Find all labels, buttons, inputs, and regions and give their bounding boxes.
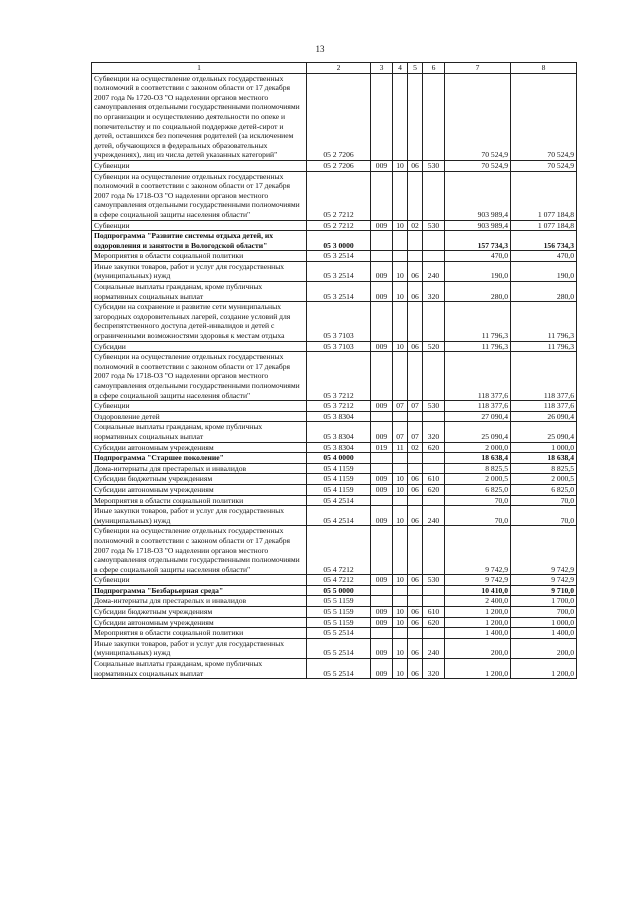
- cell-department: 009: [371, 506, 393, 526]
- cell-subsection: 06: [408, 160, 423, 171]
- cell-section: [393, 495, 408, 506]
- cell-name: Подпрограмма "Безбарьерная среда": [92, 585, 307, 596]
- table-row: [92, 352, 577, 401]
- cell-code: 05 3 7212: [307, 401, 371, 412]
- cell-subsection: 06: [408, 484, 423, 495]
- cell-amount-year1: 11 796,3: [445, 302, 511, 341]
- cell-expense-type: 530: [423, 401, 445, 412]
- cell-name: Субсидии бюджетным учреждениям: [92, 607, 307, 618]
- cell-section: 11: [393, 442, 408, 453]
- cell-amount-year1: 9 742,9: [445, 526, 511, 575]
- cell-department: 009: [371, 575, 393, 586]
- cell-code: 05 4 2514: [307, 495, 371, 506]
- cell-section: [393, 463, 408, 474]
- cell-name: Субсидии автономным учреждениям: [92, 484, 307, 495]
- cell-amount-year2: 11 796,3: [511, 341, 577, 352]
- cell-code: 05 3 2514: [307, 251, 371, 262]
- cell-section: [393, 171, 408, 220]
- cell-section: 10: [393, 220, 408, 231]
- cell-code: 05 4 7212: [307, 526, 371, 575]
- cell-amount-year1: 1 200,0: [445, 607, 511, 618]
- table-row: [92, 463, 577, 474]
- header-col-2: 2: [307, 63, 371, 74]
- cell-subsection: [408, 411, 423, 422]
- cell-subsection: 06: [408, 474, 423, 485]
- cell-name: Субсидии бюджетным учреждениям: [92, 474, 307, 485]
- cell-subsection: 02: [408, 442, 423, 453]
- cell-expense-type: 240: [423, 638, 445, 658]
- cell-name: Субвенции: [92, 575, 307, 586]
- table-row: [92, 596, 577, 607]
- cell-department: 009: [371, 607, 393, 618]
- cell-name: Субвенции: [92, 401, 307, 412]
- cell-code: 05 3 8304: [307, 411, 371, 422]
- cell-name: Социальные выплаты гражданам, кроме публичных нормативных социальных выплат: [92, 659, 307, 679]
- cell-amount-year2: 1 700,0: [511, 596, 577, 607]
- cell-subsection: [408, 495, 423, 506]
- table-row: [92, 607, 577, 618]
- cell-amount-year2: 70,0: [511, 495, 577, 506]
- cell-amount-year1: 8 825,5: [445, 463, 511, 474]
- cell-amount-year2: 118 377,6: [511, 401, 577, 412]
- cell-name: Мероприятия в области социальной политики: [92, 495, 307, 506]
- cell-name: Субвенции на осуществление отдельных государственных полномочий в соответствии с законом области от 17 декабря 2007 года № 1718-ОЗ "О наделении органов местного самоуправления отдельными государственными полномочиями в сфере социальной защиты населения области": [92, 171, 307, 220]
- cell-expense-type: 610: [423, 474, 445, 485]
- cell-subsection: [408, 251, 423, 262]
- cell-section: [393, 596, 408, 607]
- cell-department: [371, 73, 393, 160]
- cell-amount-year1: 18 638,4: [445, 453, 511, 464]
- cell-amount-year1: 280,0: [445, 282, 511, 302]
- cell-code: 05 3 7212: [307, 352, 371, 401]
- cell-section: 10: [393, 617, 408, 628]
- cell-expense-type: 240: [423, 506, 445, 526]
- cell-amount-year1: 118 377,6: [445, 352, 511, 401]
- cell-expense-type: 620: [423, 442, 445, 453]
- cell-department: 009: [371, 474, 393, 485]
- cell-amount-year1: 903 989,4: [445, 220, 511, 231]
- cell-section: [393, 585, 408, 596]
- cell-section: [393, 231, 408, 251]
- table-row: [92, 261, 577, 281]
- cell-amount-year2: 200,0: [511, 638, 577, 658]
- cell-expense-type: 610: [423, 607, 445, 618]
- cell-amount-year2: 9 710,0: [511, 585, 577, 596]
- cell-amount-year1: 6 825,0: [445, 484, 511, 495]
- cell-expense-type: 240: [423, 261, 445, 281]
- cell-code: 05 3 8304: [307, 422, 371, 442]
- cell-code: 05 4 7212: [307, 575, 371, 586]
- cell-subsection: 07: [408, 401, 423, 412]
- cell-subsection: 06: [408, 282, 423, 302]
- table-row: [92, 341, 577, 352]
- cell-section: [393, 628, 408, 639]
- cell-amount-year1: 27 090,4: [445, 411, 511, 422]
- cell-amount-year2: 25 090,4: [511, 422, 577, 442]
- cell-section: 10: [393, 575, 408, 586]
- cell-department: 009: [371, 422, 393, 442]
- cell-amount-year2: 70 524,9: [511, 160, 577, 171]
- table-row: [92, 171, 577, 220]
- table-row: [92, 220, 577, 231]
- cell-section: [393, 73, 408, 160]
- cell-amount-year2: 70 524,9: [511, 73, 577, 160]
- header-col-3: 3: [371, 63, 393, 74]
- cell-code: 05 3 7103: [307, 302, 371, 341]
- table-row: [92, 659, 577, 679]
- cell-section: [393, 526, 408, 575]
- cell-code: 05 2 7206: [307, 160, 371, 171]
- cell-expense-type: 620: [423, 617, 445, 628]
- cell-department: 009: [371, 401, 393, 412]
- cell-amount-year2: 1 077 184,8: [511, 220, 577, 231]
- cell-name: Иные закупки товаров, работ и услуг для государственных (муниципальных) нужд: [92, 261, 307, 281]
- cell-department: 009: [371, 659, 393, 679]
- cell-name: Субвенции на осуществление отдельных государственных полномочий в соответствии с законом области от 17 декабря 2007 года № 1720-ОЗ "О наделении органов местного самоуправления отдельными государственными полномочиями по организации и осуществлению деятельности по опеке и попечительству и по социальной поддержке детей-сирот и детей, оставшихся без попечения родителей (за исключением детей, обучающихся в федеральных образовательных учреждениях), лиц из числа детей указанных категорий": [92, 73, 307, 160]
- cell-amount-year1: 157 734,3: [445, 231, 511, 251]
- table-row: [92, 638, 577, 658]
- cell-expense-type: [423, 585, 445, 596]
- cell-section: 10: [393, 160, 408, 171]
- cell-expense-type: [423, 231, 445, 251]
- cell-department: [371, 526, 393, 575]
- cell-subsection: [408, 463, 423, 474]
- cell-department: 009: [371, 261, 393, 281]
- table-row: [92, 453, 577, 464]
- cell-name: Субвенции: [92, 220, 307, 231]
- cell-name: Субсидии автономным учреждениям: [92, 442, 307, 453]
- cell-amount-year2: 9 742,9: [511, 575, 577, 586]
- cell-department: [371, 231, 393, 251]
- cell-department: [371, 453, 393, 464]
- table-row: [92, 474, 577, 485]
- page-number: 13: [315, 44, 325, 54]
- cell-name: Дома-интернаты для престарелых и инвалидов: [92, 596, 307, 607]
- cell-subsection: [408, 231, 423, 251]
- cell-amount-year2: 2 000,5: [511, 474, 577, 485]
- cell-amount-year2: 280,0: [511, 282, 577, 302]
- cell-department: [371, 302, 393, 341]
- cell-section: 10: [393, 261, 408, 281]
- cell-code: 05 5 1159: [307, 607, 371, 618]
- cell-amount-year1: 70 524,9: [445, 160, 511, 171]
- cell-section: [393, 251, 408, 262]
- cell-department: 009: [371, 282, 393, 302]
- header-col-4: 4: [393, 63, 408, 74]
- cell-section: 10: [393, 638, 408, 658]
- cell-name: Оздоровление детей: [92, 411, 307, 422]
- cell-name: Дома-интернаты для престарелых и инвалидов: [92, 463, 307, 474]
- cell-section: 10: [393, 341, 408, 352]
- table-row: [92, 282, 577, 302]
- cell-code: 05 5 2514: [307, 628, 371, 639]
- cell-expense-type: 620: [423, 484, 445, 495]
- cell-amount-year2: 470,0: [511, 251, 577, 262]
- table-row: [92, 575, 577, 586]
- table-row: [92, 401, 577, 412]
- cell-amount-year1: 70 524,9: [445, 73, 511, 160]
- cell-section: [393, 453, 408, 464]
- cell-expense-type: 530: [423, 220, 445, 231]
- cell-amount-year2: 18 638,4: [511, 453, 577, 464]
- cell-department: 009: [371, 484, 393, 495]
- cell-section: [393, 352, 408, 401]
- cell-department: 009: [371, 160, 393, 171]
- table-row: [92, 73, 577, 160]
- cell-section: 10: [393, 506, 408, 526]
- cell-amount-year2: 70,0: [511, 506, 577, 526]
- cell-department: [371, 352, 393, 401]
- cell-amount-year1: 11 796,3: [445, 341, 511, 352]
- cell-subsection: 06: [408, 506, 423, 526]
- cell-name: Иные закупки товаров, работ и услуг для государственных (муниципальных) нужд: [92, 506, 307, 526]
- cell-section: [393, 411, 408, 422]
- cell-expense-type: [423, 628, 445, 639]
- cell-department: [371, 171, 393, 220]
- cell-expense-type: 530: [423, 575, 445, 586]
- cell-amount-year1: 2 400,0: [445, 596, 511, 607]
- cell-subsection: [408, 526, 423, 575]
- header-col-1: 1: [92, 63, 307, 74]
- cell-amount-year1: 10 410,0: [445, 585, 511, 596]
- cell-subsection: 06: [408, 607, 423, 618]
- cell-code: 05 4 1159: [307, 484, 371, 495]
- cell-code: 05 3 8304: [307, 442, 371, 453]
- table-row: [92, 617, 577, 628]
- cell-amount-year2: 1 200,0: [511, 659, 577, 679]
- cell-amount-year1: 25 090,4: [445, 422, 511, 442]
- cell-amount-year1: 190,0: [445, 261, 511, 281]
- cell-subsection: 06: [408, 659, 423, 679]
- cell-section: 10: [393, 607, 408, 618]
- cell-section: 07: [393, 401, 408, 412]
- cell-amount-year1: 1 200,0: [445, 659, 511, 679]
- cell-code: 05 4 0000: [307, 453, 371, 464]
- cell-amount-year1: 2 000,5: [445, 474, 511, 485]
- cell-name: Мероприятия в области социальной политики: [92, 628, 307, 639]
- cell-expense-type: [423, 352, 445, 401]
- cell-expense-type: [423, 526, 445, 575]
- cell-expense-type: [423, 453, 445, 464]
- header-col-6: 6: [423, 63, 445, 74]
- cell-code: 05 4 1159: [307, 474, 371, 485]
- cell-section: 10: [393, 282, 408, 302]
- cell-name: Подпрограмма "Развитие системы отдыха детей, их оздоровления и занятости в Вологодской области": [92, 231, 307, 251]
- cell-section: 10: [393, 659, 408, 679]
- cell-department: 019: [371, 442, 393, 453]
- cell-expense-type: 320: [423, 282, 445, 302]
- table-row: [92, 160, 577, 171]
- budget-table: [91, 62, 577, 679]
- cell-code: 05 5 0000: [307, 585, 371, 596]
- cell-amount-year1: 200,0: [445, 638, 511, 658]
- cell-subsection: [408, 453, 423, 464]
- cell-subsection: [408, 596, 423, 607]
- cell-name: Иные закупки товаров, работ и услуг для государственных (муниципальных) нужд: [92, 638, 307, 658]
- cell-amount-year2: 8 825,5: [511, 463, 577, 474]
- cell-amount-year2: 26 090,4: [511, 411, 577, 422]
- cell-department: 009: [371, 220, 393, 231]
- table-row: [92, 231, 577, 251]
- cell-amount-year2: 9 742,9: [511, 526, 577, 575]
- cell-expense-type: [423, 171, 445, 220]
- cell-department: [371, 596, 393, 607]
- cell-name: Субвенции: [92, 160, 307, 171]
- cell-code: 05 2 7212: [307, 220, 371, 231]
- cell-amount-year2: 118 377,6: [511, 352, 577, 401]
- cell-name: Субвенции на осуществление отдельных государственных полномочий в соответствии с законом области от 17 декабря 2007 года № 1718-ОЗ "О наделении органов местного самоуправления отдельными государственными полномочиями в сфере социальной защиты населения области": [92, 352, 307, 401]
- cell-subsection: 02: [408, 220, 423, 231]
- cell-amount-year1: 9 742,9: [445, 575, 511, 586]
- table-row: [92, 585, 577, 596]
- cell-expense-type: 520: [423, 341, 445, 352]
- cell-code: 05 5 2514: [307, 638, 371, 658]
- cell-amount-year2: 190,0: [511, 261, 577, 281]
- cell-subsection: 06: [408, 261, 423, 281]
- cell-expense-type: [423, 411, 445, 422]
- cell-amount-year1: 118 377,6: [445, 401, 511, 412]
- cell-department: [371, 463, 393, 474]
- cell-subsection: 06: [408, 638, 423, 658]
- cell-name: Субсидии: [92, 341, 307, 352]
- cell-code: 05 3 2514: [307, 261, 371, 281]
- cell-subsection: 06: [408, 341, 423, 352]
- cell-code: 05 3 7103: [307, 341, 371, 352]
- cell-amount-year1: 70,0: [445, 506, 511, 526]
- table-row: [92, 422, 577, 442]
- cell-code: 05 5 1159: [307, 596, 371, 607]
- cell-subsection: [408, 352, 423, 401]
- cell-amount-year1: 470,0: [445, 251, 511, 262]
- cell-amount-year1: 2 000,0: [445, 442, 511, 453]
- cell-subsection: [408, 73, 423, 160]
- header-col-8: 8: [511, 63, 577, 74]
- cell-code: 05 4 1159: [307, 463, 371, 474]
- cell-department: [371, 251, 393, 262]
- header-row: [92, 63, 577, 74]
- table-row: [92, 484, 577, 495]
- table-row: [92, 495, 577, 506]
- cell-subsection: [408, 302, 423, 341]
- cell-code: 05 2 7206: [307, 73, 371, 160]
- table-row: [92, 251, 577, 262]
- cell-name: Мероприятия в области социальной политики: [92, 251, 307, 262]
- cell-department: [371, 411, 393, 422]
- cell-subsection: 06: [408, 617, 423, 628]
- cell-amount-year2: 1 000,0: [511, 442, 577, 453]
- cell-name: Субсидии на сохранение и развитие сети муниципальных загородных оздоровительных лагерей, создание условий для беспрепятственного доступа детей-инвалидов и детей с ограниченными возможностями здоровья к местам отдыха: [92, 302, 307, 341]
- cell-expense-type: [423, 302, 445, 341]
- header-col-5: 5: [408, 63, 423, 74]
- cell-name: Подпрограмма "Старшее поколение": [92, 453, 307, 464]
- cell-code: 05 5 2514: [307, 659, 371, 679]
- cell-code: 05 3 0000: [307, 231, 371, 251]
- table-row: [92, 442, 577, 453]
- cell-code: 05 3 2514: [307, 282, 371, 302]
- cell-amount-year1: 903 989,4: [445, 171, 511, 220]
- table-row: [92, 302, 577, 341]
- table-row: [92, 526, 577, 575]
- table-row: [92, 411, 577, 422]
- cell-department: [371, 585, 393, 596]
- cell-name: Социальные выплаты гражданам, кроме публичных нормативных социальных выплат: [92, 282, 307, 302]
- cell-section: 10: [393, 484, 408, 495]
- cell-department: 009: [371, 638, 393, 658]
- cell-subsection: 07: [408, 422, 423, 442]
- cell-code: 05 4 2514: [307, 506, 371, 526]
- cell-name: Субвенции на осуществление отдельных государственных полномочий в соответствии с законом области от 17 декабря 2007 года № 1718-ОЗ "О наделении органов местного самоуправления отдельными государственными полномочиями в сфере социальной защиты населения области": [92, 526, 307, 575]
- cell-code: 05 5 1159: [307, 617, 371, 628]
- cell-expense-type: [423, 251, 445, 262]
- cell-section: [393, 302, 408, 341]
- cell-subsection: [408, 628, 423, 639]
- cell-amount-year1: 70,0: [445, 495, 511, 506]
- header-col-7: 7: [445, 63, 511, 74]
- cell-section: 10: [393, 474, 408, 485]
- cell-expense-type: [423, 73, 445, 160]
- cell-expense-type: 530: [423, 160, 445, 171]
- cell-subsection: 06: [408, 575, 423, 586]
- table-row: [92, 506, 577, 526]
- cell-department: [371, 495, 393, 506]
- cell-expense-type: 320: [423, 422, 445, 442]
- cell-name: Субсидии автономным учреждениям: [92, 617, 307, 628]
- cell-department: 009: [371, 617, 393, 628]
- cell-expense-type: [423, 463, 445, 474]
- cell-amount-year2: 156 734,3: [511, 231, 577, 251]
- cell-amount-year1: 1 400,0: [445, 628, 511, 639]
- cell-name: Социальные выплаты гражданам, кроме публичных нормативных социальных выплат: [92, 422, 307, 442]
- cell-amount-year2: 11 796,3: [511, 302, 577, 341]
- cell-expense-type: [423, 495, 445, 506]
- cell-amount-year2: 700,0: [511, 607, 577, 618]
- cell-amount-year1: 1 200,0: [445, 617, 511, 628]
- cell-amount-year2: 1 077 184,8: [511, 171, 577, 220]
- cell-section: 07: [393, 422, 408, 442]
- cell-amount-year2: 1 000,0: [511, 617, 577, 628]
- cell-amount-year2: 6 825,0: [511, 484, 577, 495]
- cell-amount-year2: 1 400,0: [511, 628, 577, 639]
- cell-subsection: [408, 585, 423, 596]
- cell-expense-type: 320: [423, 659, 445, 679]
- cell-department: 009: [371, 341, 393, 352]
- cell-code: 05 2 7212: [307, 171, 371, 220]
- cell-department: [371, 628, 393, 639]
- cell-expense-type: [423, 596, 445, 607]
- cell-subsection: [408, 171, 423, 220]
- table-row: [92, 628, 577, 639]
